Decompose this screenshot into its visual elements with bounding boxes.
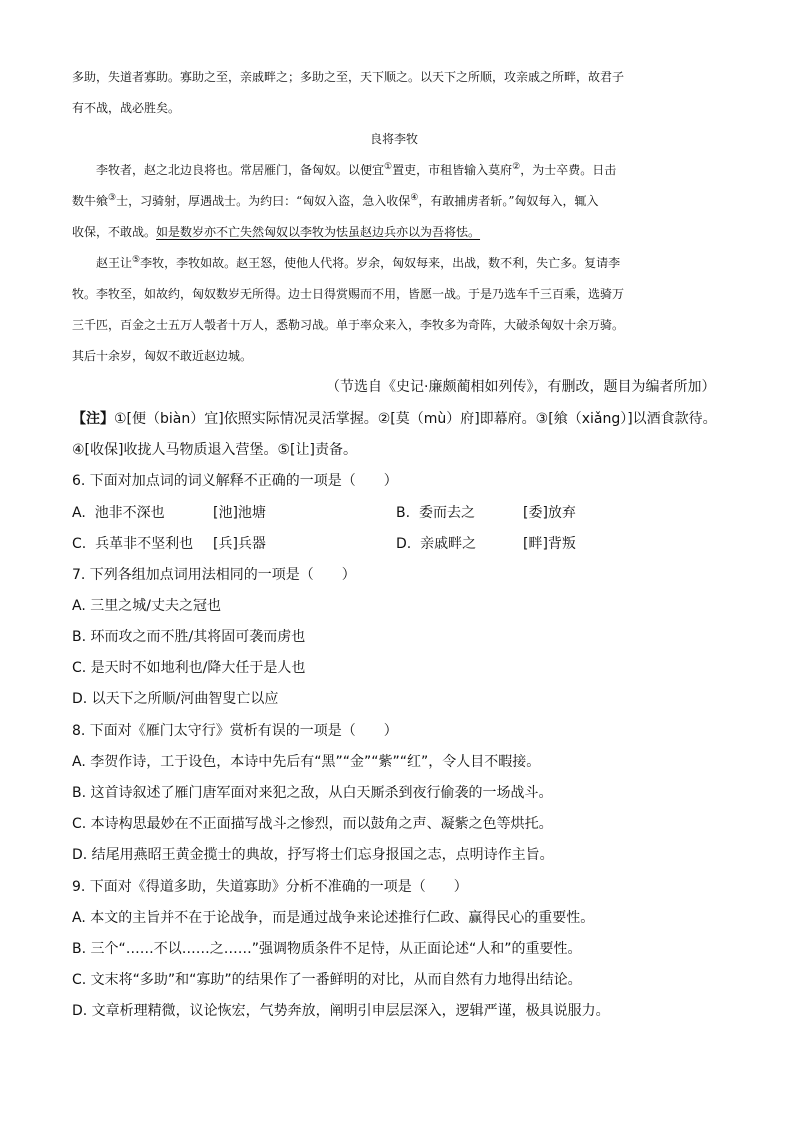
q9-option-a: A. 本文的主旨并不在于论战争，而是通过战争来论述推行仁政、赢得民心的重要性。 [72,910,595,926]
passage-text-line: 牧。李牧至，如故约，匈奴数岁无所得。边士日得赏赐而不用，皆愿一战。于是乃选车千三百乘，选骑万 [72,287,625,301]
q6-option-b-gloss: [委]放弃 [523,505,576,521]
question-7-stem: 7. 下列各组加点词用法相同的一项是（ ） [72,567,356,583]
q6-option-d: D. 亲戚畔之 [396,536,477,552]
q6-option-b: B. 委而去之 [396,505,475,521]
footnote-marker: ⑤ [132,255,141,265]
q8-option-c: C. 本诗构思最妙在不正面描写战斗之惨烈，而以鼓角之声、凝紫之色等烘托。 [72,816,553,832]
passage-text-line: 赵王让⑤李牧，李牧如故。赵王怒，使他人代将。岁余，匈奴每来，出战，数不利，失亡多。复请李 [96,255,621,270]
underlined-sentence: 如是数岁亦不亡失然匈奴以李牧为怯虽赵边兵亦以为吾将怯。 [156,225,481,239]
q6-option-a: A. 池非不深也 [72,505,165,521]
notes-line: 【注】①[便（biàn）宜]依照实际情况灵活掌握。②[莫（mù）府]即幕府。③[飨（xiǎng）]以酒食款待。 [72,411,717,427]
notes-line: ④[收保]收拢人马物质退入营堡。⑤[让]责备。 [72,442,357,458]
passage-text-line: 其后十余岁，匈奴不敢近赵边城。 [72,349,253,363]
q6-option-c: C. 兵革非不坚利也 [72,536,194,552]
q8-option-b: B. 这首诗叙述了雁门唐军面对来犯之敌，从白天厮杀到夜行偷袭的一场战斗。 [72,785,553,801]
q7-option-d: D. 以天下之所顺/河曲智叟亡以应 [72,691,279,707]
question-6-stem: 6. 下面对加点词的词义解释不正确的一项是（ ） [72,473,398,489]
q7-option-a: A. 三里之城/丈夫之冠也 [72,598,221,614]
passage-title: 良将李牧 [370,132,419,146]
passage-text-line: 数牛飨③士，习骑射，厚遇战士。为约曰：“匈奴入盗，急入收保④，有敢捕虏者斩。”匈奴每入，辄入 [72,193,599,208]
notes-label: 【注】 [72,411,114,427]
q7-option-c: C. 是天时不如地利也/降大任于是人也 [72,660,306,676]
q9-option-c: C. 文末将“多助”和“寡助”的结果作了一番鲜明的对比，从而自然有力地得出结论。 [72,972,582,988]
passage-text-line: 三千匹，百金之士五万人彀者十万人，悉勒习战。单于率众来入，李牧多为奇阵，大破杀匈奴十余万骑。 [72,318,625,332]
question-8-stem: 8. 下面对《雁门太守行》赏析有误的一项是（ ） [72,723,398,739]
footnote-marker: ③ [108,193,117,203]
footnote-marker: ① [384,162,393,172]
q8-option-a: A. 李贺作诗，工于设色，本诗中先后有“黑”“金”“紫”“红”，令人目不暇接。 [72,754,541,770]
q8-option-d: D. 结尾用燕昭王黄金揽士的典故，抒写将士们忘身报国之志，点明诗作主旨。 [72,847,554,863]
passage-text-line: 收保，不敢战。如是数岁亦不亡失然匈奴以李牧为怯虽赵边兵亦以为吾将怯。 [72,225,481,239]
question-9-stem: 9. 下面对《得道多助，失道寡助》分析不准确的一项是（ ） [72,879,468,895]
q9-option-d: D. 文章析理精微，议论恢宏，气势奔放，阐明引申层层深入，逻辑严谨，极具说服力。 [72,1003,610,1019]
footnote-marker: ② [512,162,521,172]
passage-text-line: 有不战，战必胜矣。 [72,101,181,115]
q7-option-b: B. 环而攻之而不胜/其将固可袭而虏也 [72,629,306,645]
passage-source: （节选自《史记·廉颇蔺相如列传》，有删改，题目为编者所加） [326,379,716,395]
passage-text-line: 多助，失道者寡助。寡助之至，亲戚畔之；多助之至，天下顺之。以天下之所顺，攻亲戚之所畔，故君子 [72,70,625,84]
q9-option-b: B. 三个“……不以……之……”强调物质条件不足恃，从正面论述“人和”的重要性。 [72,941,582,957]
footnote-marker: ④ [410,193,419,203]
q6-option-a-gloss: [池]池塘 [213,505,266,521]
passage-text-line: 李牧者，赵之北边良将也。常居雁门，备匈奴。以便宜①置吏，市租皆输入莫府②，为士卒费。日击 [96,162,617,177]
q6-option-d-gloss: [畔]背叛 [523,536,576,552]
q6-option-c-gloss: [兵]兵器 [213,536,266,552]
